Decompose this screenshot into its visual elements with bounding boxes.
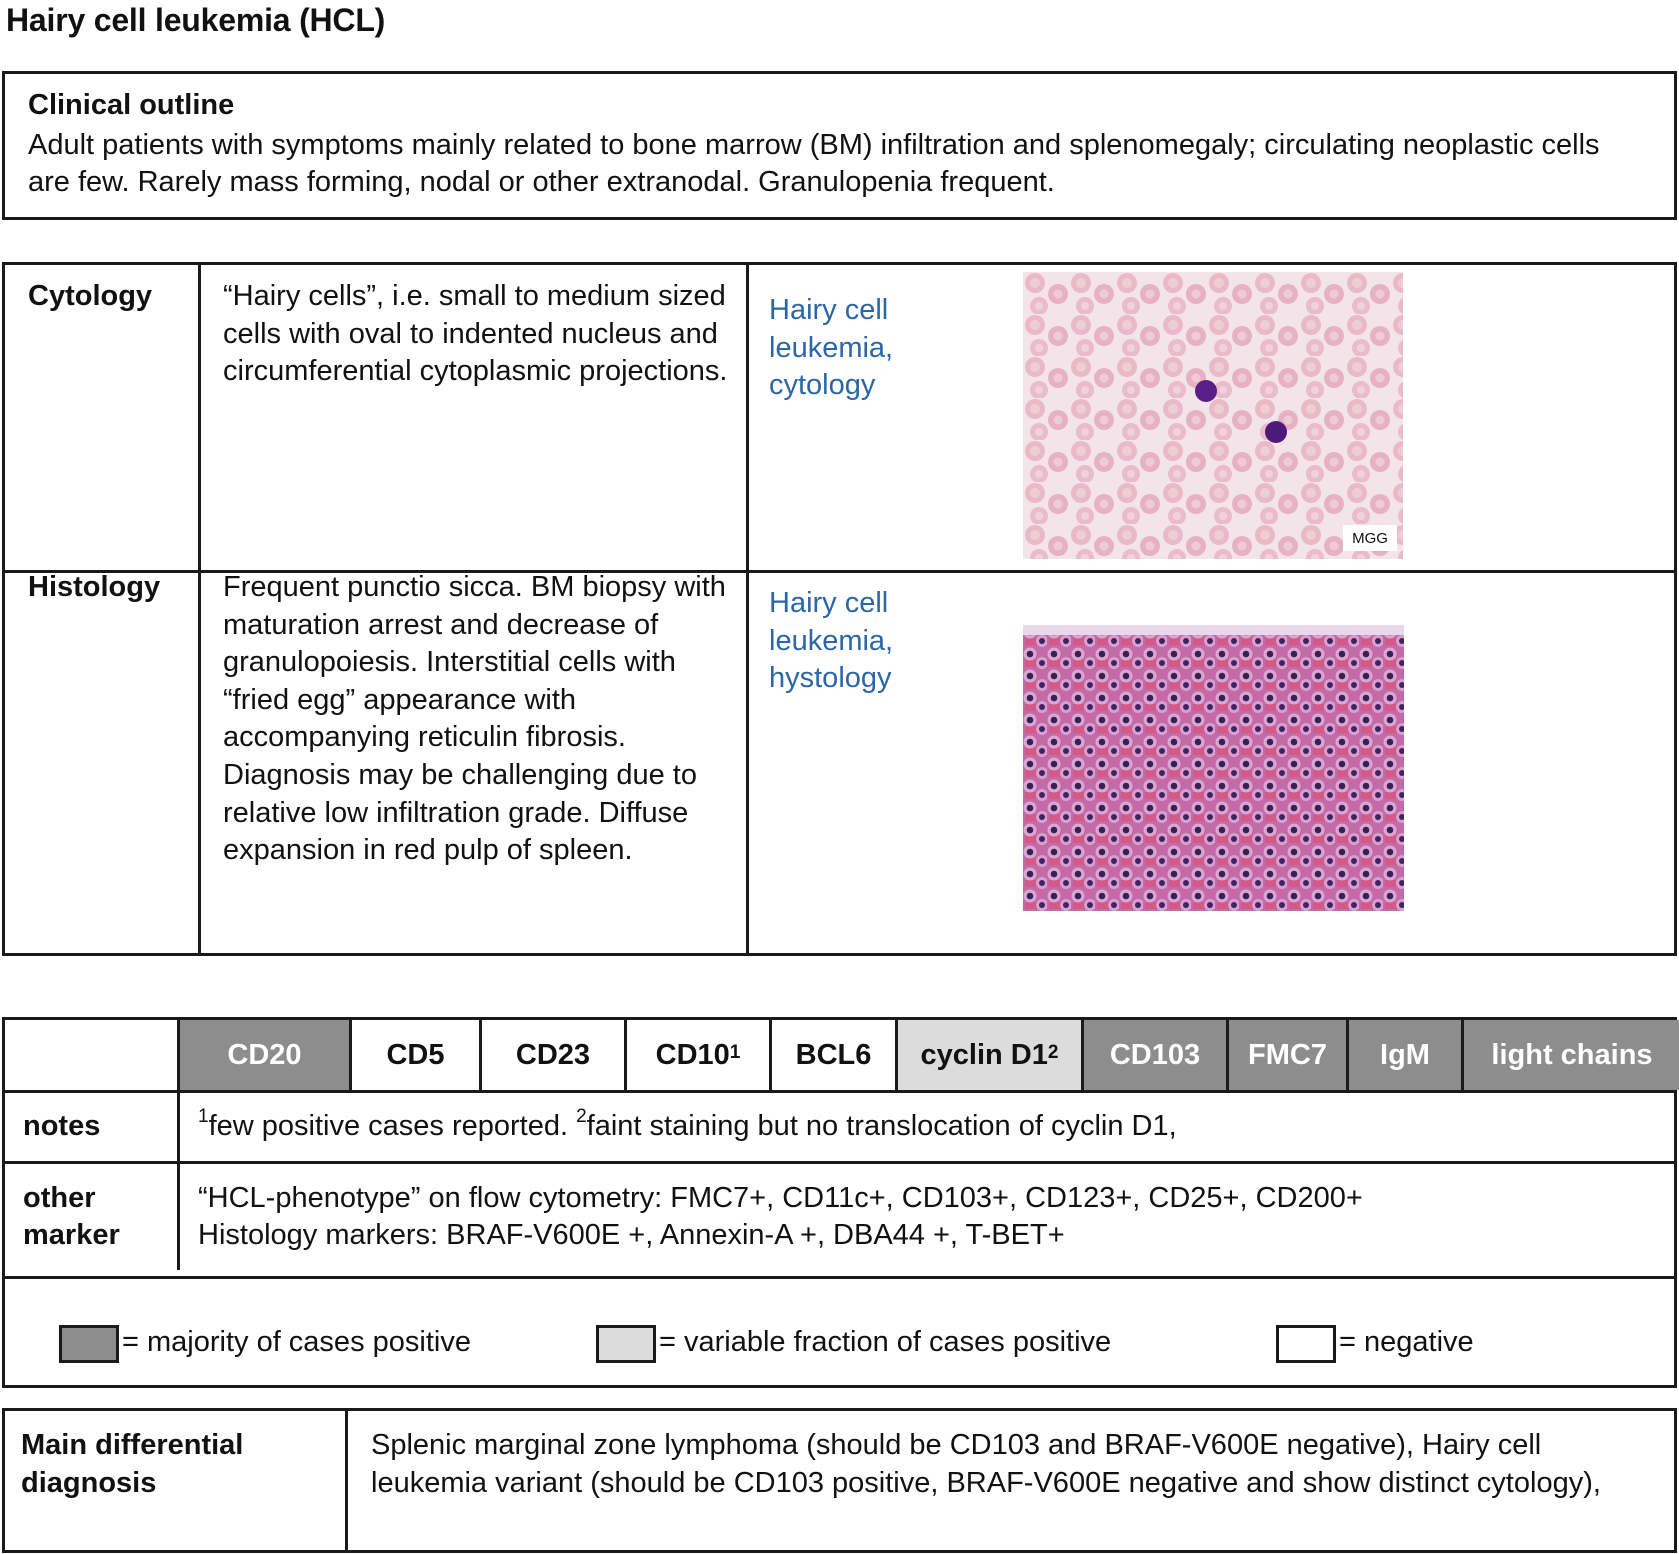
clinical-outline-heading: Clinical outline [28,89,235,121]
marker-name: CD23 [515,1038,591,1071]
marker-name: CD10 [655,1038,730,1071]
stain-label: MGG [1352,530,1388,547]
page-title: Hairy cell leukemia (HCL) [6,2,386,38]
marker-cell [1349,1020,1464,1090]
marker-name: CD103 [1109,1038,1201,1071]
row-divider [5,1161,1674,1164]
other-marker-label: other marker [23,1182,120,1251]
column-divider [177,1020,180,1270]
clinical-outline-box [2,71,1677,220]
column-divider [198,265,201,953]
clinical-outline-text: Adult patients with symptoms mainly related to bone marrow (BM) infiltration and splenomegaly; circulating neoplastic cells are few. Rarely mass forming, nodal or other extranodal. Granulopenia frequent. [28,129,1600,198]
row-divider [5,1090,1674,1093]
marker-cell [482,1020,627,1090]
notes-label: notes [23,1110,101,1142]
marker-cell [1084,1020,1229,1090]
differential-diagnosis-box [2,1408,1677,1553]
morphology-table [2,262,1677,956]
column-divider [746,265,749,953]
differential-heading: Main differential diagnosis [21,1429,244,1499]
variable-swatch [596,1325,656,1363]
cytology-link[interactable]: Hairy cell leukemia, cytology [769,294,894,402]
notes-text: $^1$few positive cases reported. $^2$faint staining but no translocation of cyclin D1, [198,1106,1177,1142]
negative-swatch [1276,1325,1336,1363]
marker-cell: cyclin D1 $^2$ [898,1020,1084,1090]
legend-positive: = majority of cases positive [122,1326,471,1358]
marker-cell [352,1020,482,1090]
immunophenotype-table [2,1017,1677,1388]
marker-name: cyclin D1 [920,1038,1048,1071]
marker-name: light chains [1491,1038,1653,1071]
marker-name: BCL6 [795,1038,872,1071]
marker-cell [1464,1020,1679,1090]
marker-name: IgM [1380,1038,1430,1071]
marker-name: FMC7 [1248,1038,1327,1071]
histology-image [1023,625,1404,911]
blood-smear-picture [1023,272,1403,559]
cytology-description: “Hairy cells”, i.e. small to medium sized cells with oval to indented nucleus and circumferential cytoplasmic projections. [223,280,728,388]
histology-heading: Histology [28,571,161,603]
marker-cell [180,1020,352,1090]
legend-negative: = negative [1339,1326,1474,1358]
other-marker-text: “HCL-phenotype” on flow cytometry: FMC7+, CD11c+, CD103+, CD123+, CD25+, CD200+ Histology markers: BRAF-V600E +, Annexin-A +, DBA44 +, T-BET+ [198,1182,1363,1251]
marker-cell [1229,1020,1349,1090]
legend-variable: = variable fraction of cases positive [659,1326,1112,1358]
marker-name: CD20 [227,1038,302,1071]
corner-cell [5,1020,180,1090]
histology-link[interactable]: Hairy cell leukemia, hystology [769,587,894,695]
cytology-image [1023,272,1403,559]
row-divider [5,1276,1674,1279]
marker-cell [772,1020,898,1090]
differential-text: Splenic marginal zone lymphoma (should be CD103 and BRAF-V600E negative), Hairy cell leukemia variant (should be CD103 positive, BRAF-V600E negative and show distinct cytology), [371,1429,1601,1499]
cytology-heading: Cytology [28,280,153,312]
marker-cell: CD10 $^1$ [627,1020,772,1090]
positive-swatch [59,1325,119,1363]
marker-name: CD5 [386,1038,445,1071]
histology-description: Frequent punctio sicca. BM biopsy with maturation arrest and decrease of granulopoiesis. Interstitial cells with “fried egg” appearance with accompanying reticulin fibrosis. Diagnosis may be challenging due to relative low infiltration grade. Diffuse expansion in red pulp of spleen. [223,571,726,867]
histology-section-picture [1023,625,1404,911]
column-divider [345,1411,348,1550]
